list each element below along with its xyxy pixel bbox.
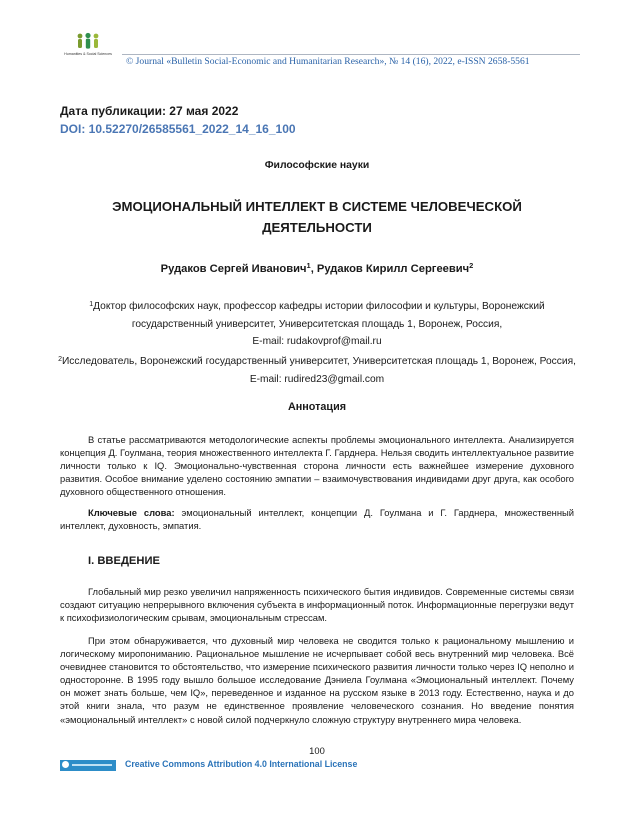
author-2: Рудаков Кирилл Сергеевич [316,263,470,275]
intro-paragraph-2: При этом обнаруживается, что духовный мир человека не сводится только к рациональному мышлению и логическому миропониманию. Рациональное мышление не исчерпывает собой весь внутренний мир человека. Всё очевиднее становится то обстоятельство, что измерение психического развития личности только через IQ неполно и односторонне. В 1995 году вышло большое исследование Дэниела Гоулмана «Эмоциональный интеллект. Почему он может знать больше, чем IQ», переведенное и изданное на русском языке в 2013 году. Естественно, наука и до этой книги знала, что разум не единственное проявление человеческого сознания. Но введение понятия «эмоциональный интеллект» с новой силой подчеркнуло сложную структуру внутреннего мира человека. [60,635,574,725]
page-header [60,32,580,68]
abstract-text: В статье рассматриваются методологические аспекты проблемы эмоционального интеллекта. Анализируется концепция Д. Гоулмана, теория множественного интеллекта Г. Гарднера. Нельзя сводить интеллектуальное развитие личности только к IQ. Эмоционально-чувственная сторона личности есть важнейшее измерение духовного развития. Особое внимание уделено состоянию эмпатии – взаимочувствования индивидами друг друга, как особого духовного общественного отношения. [60,434,574,498]
author-separator: , [310,263,317,275]
keywords-label: Ключевые слова: [88,507,175,518]
affiliation-2 [55,351,579,388]
intro-paragraph-1: Глобальный мир резко увеличил напряженность психического бытия индивидов. Современные системы связи создают ситуацию непрерывного включения субъекта в информационный поток. Информационные перегрузки ведут к психофизиологическим срывам, эмоциональным стрессам. [60,586,574,624]
people-logo-icon [75,32,101,50]
header-divider [122,54,580,55]
affiliations [55,296,579,389]
journal-citation: © Journal «Bulletin Social-Economic and Humanitarian Research», № 14 (16), 2022, e-ISSN 2658-5561 [126,56,530,67]
affiliation-1-text: Доктор философских наук, профессор кафедры истории философии и культуры, Воронежский государственный университет, Университетская площадь 1, Воронеж, Россия, [93,301,545,330]
author-1-sup: 1 [306,261,311,270]
article-title: ЭМОЦИОНАЛЬНЫЙ ИНТЕЛЛЕКТ В СИСТЕМЕ ЧЕЛОВЕЧЕСКОЙ ДЕЯТЕЛЬНОСТИ [112,199,522,235]
logo-text: Humanities & Social Sciences [64,52,112,56]
affiliation-1 [55,296,579,333]
affiliation-1-email: E-mail: rudakovprof@mail.ru [252,336,382,348]
doi-link[interactable]: DOI: 10.52270/26585561_2022_14_16_100 [60,122,296,136]
author-2-sup: 2 [469,261,474,270]
introduction-heading: I. ВВЕДЕНИЕ [88,555,160,567]
license-link[interactable]: Creative Commons Attribution 4.0 International License [125,759,358,769]
keywords [60,506,574,532]
author-1: Рудаков Сергей Иванович [160,263,307,275]
journal-logo [60,32,116,66]
authors-line [0,261,634,275]
affiliation-2-text: Исследователь, Воронежский государственный университет, Университетская площадь 1, Воронеж, Россия, E-mail: rudired23@gmail.com [61,356,576,385]
abstract-heading: Аннотация [287,401,347,413]
affiliation-2-sup: 2 [58,356,62,364]
page-number: 100 [309,745,325,756]
cc-license-badge-icon[interactable] [60,760,116,771]
publication-date: Дата публикации: 27 мая 2022 [60,104,239,118]
affiliation-1-sup: 1 [89,301,94,308]
keywords-text: эмоциональный интеллект, концепции Д. Гоулмана и Г. Гарднера, множественный интеллект, духовность, эмпатия. [60,507,574,532]
section-label: Философские науки [264,160,370,171]
